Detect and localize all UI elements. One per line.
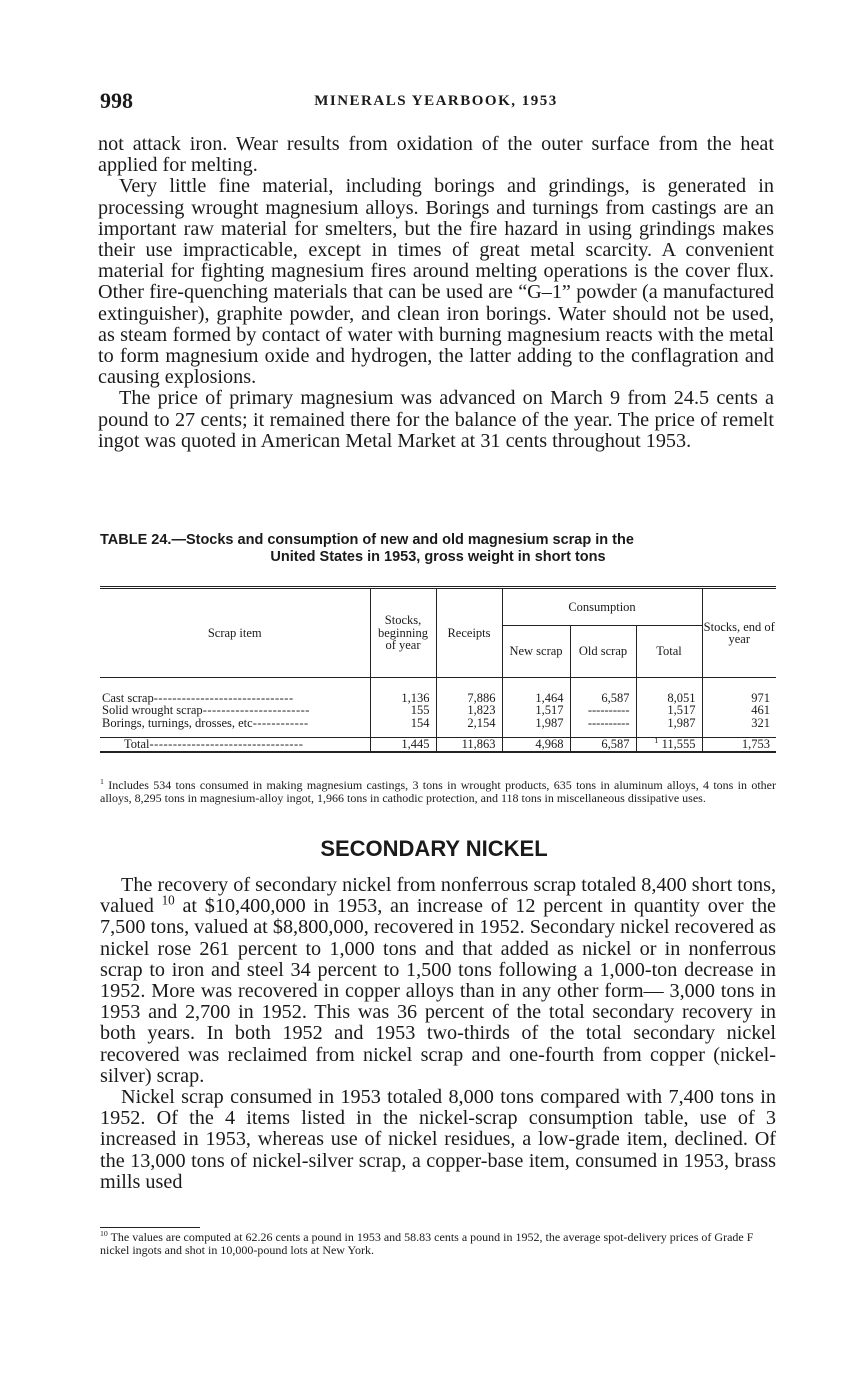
cell: 1,753 [702,738,776,752]
page-footnote [100,1231,776,1257]
table-title-line: United States in 1953, gross weight in short tons [270,549,606,565]
row-label: Total [124,737,150,751]
cell: 1,987 [636,717,702,738]
cell: 1,136 [370,692,436,705]
cell: ---------- [570,717,636,738]
cell: 4,968 [502,738,570,752]
column-header-stocks-beginning: Stocks, beginning of year [370,588,436,678]
cell: 11,863 [436,738,502,752]
column-header-receipts: Receipts [436,588,502,678]
column-header-old-scrap: Old scrap [570,626,636,678]
cell: 6,587 [570,692,636,705]
section-heading: SECONDARY NICKEL [320,836,548,861]
cell: 154 [370,717,436,738]
running-head: MINERALS YEARBOOK, 1953 [314,93,558,109]
footnote-ref: 1 [654,735,659,745]
cell: 971 [702,692,776,705]
cell: 1,445 [370,738,436,752]
row-label: Cast scrap [102,690,154,705]
footnote-marker: 10 [100,1229,108,1238]
cell: 155 [370,704,436,717]
paragraph-text: The recovery of secondary nickel from nonferrous scrap totaled 8,400 short tons, valued [100,874,776,918]
table-total-row: Total--------------------------------- 1,445 11,863 4,968 6,587 $^1$ 11,555 1,753 [100,738,776,752]
cell: 8,051 [636,692,702,705]
table-title [100,532,776,566]
page-header [100,88,772,114]
cell: 1,517 [636,704,702,717]
cell: 1,464 [502,692,570,705]
column-header-consumption: Consumption [502,588,702,626]
table-row: Solid wrought scrap----------------------- 155 1,823 1,517 ---------- 1,517 461 [100,704,776,717]
column-header-new-scrap: New scrap [502,626,570,678]
paragraph: not attack iron. Wear results from oxidation of the outer surface from the heat applied for melting. [98,133,774,177]
page-number: 998 [100,88,133,113]
paragraph [100,875,776,1087]
paragraph: Very little fine material, including borings and grindings, is generated in processing wrought magnesium alloys. Borings and turnings from castings are an important raw material for smelters, but the fire hazard in using grindings makes their use impracticable, except in times of great metal scarcity. A convenient material for fighting magnesium fires around melting operations is the cover flux. Other fire-quenching materials that can be used are “G–1” powder (a manufactured extinguisher), graphite powder, and clean iron borings. Water should not be used, as steam formed by contact of water with burning magnesium reacts with the metal to form magnesium oxide and hydrogen, the latter adding to the conflagration and causing explosions. [98,175,774,389]
cell: 1,517 [502,704,570,717]
column-header-stocks-end: Stocks, end of year [702,588,776,678]
intro-text-block [98,134,774,452]
table-footnote [100,779,776,805]
cell: 1,987 [502,717,570,738]
row-label: Solid wrought scrap [102,703,203,717]
footnote-text: The values are computed at 62.26 cents a pound in 1953 and 58.83 cents a pound in 1952, the average spot-delivery prices of Grade F nickel ingots and shot in 10,000-pound lots at New York. [100,1230,754,1257]
cell: 321 [702,717,776,738]
cell: 461 [702,704,776,717]
footnote-divider [100,1227,200,1228]
cell: 6,587 [570,738,636,752]
table-row: Borings, turnings, drosses, etc------------ 154 2,154 1,987 ---------- 1,987 321 [100,717,776,738]
footnote-text: Includes 534 tons consumed in making magnesium castings, 3 tons in wrought products, 635 tons in aluminum alloys, 4 tons in other alloys, 8,295 tons in magnesium-alloy ingot, 1,966 tons in cathodic protection, and 118 tons in miscellaneous dissipative uses. [100,778,776,805]
cell: 7,886 [436,692,502,705]
paragraph-text: at $10,400,000 in 1953, an increase of 12 percent in quantity over the 7,500 tons, valued at $8,800,000, recovered in 1952. Secondary nickel recovered as nickel rose 261 percent to 1,000 tons and that added as nickel or in nonferrous scrap to iron and steel 34 percent to 1,500 tons following a 1,000-ton decrease in 1952. More was recovered in copper alloys than in any other form— 3,000 tons in 1953 and 2,700 in 1952. This was 36 percent of the total secondary recovery in both years. In both 1952 and 1953 two-thirds of the total secondary nickel recovered was reclaimed from nickel scrap and one-fourth from copper (nickel-silver) scrap. [100,895,777,1087]
cell: ---------- [570,704,636,717]
column-header-scrap-item: Scrap item [100,588,370,678]
table-row: Cast scrap------------------------------ 1,136 7,886 1,464 6,587 8,051 971 [100,692,776,705]
column-header-total: Total [636,626,702,678]
footnote-ref: 10 [161,892,175,908]
scrap-table [100,586,776,753]
cell: 1,823 [436,704,502,717]
footnote-marker: 1 [100,777,104,786]
table-title-line: TABLE 24.—Stocks and consumption of new and old magnesium scrap in the [100,532,634,548]
cell: 11,555 [661,737,696,751]
row-label: Borings, turnings, drosses, etc [102,715,253,730]
nickel-text-block [100,875,776,1193]
paragraph: The price of primary magnesium was advanced on March 9 from 24.5 cents a pound to 27 cents; it remained there for the balance of the year. The price of remelt ingot was quoted in American Metal Market at 31 cents throughout 1953. [98,387,774,452]
cell: 2,154 [436,717,502,738]
paragraph: Nickel scrap consumed in 1953 totaled 8,000 tons compared with 7,400 tons in 1952. Of the 4 items listed in the nickel-scrap consumption table, use of 3 increased in 1953, whereas use of nickel residues, a low-grade item, declined. Of the 13,000 tons of nickel-silver scrap, a copper-base item, consumed in 1953, brass mills used [100,1086,776,1193]
